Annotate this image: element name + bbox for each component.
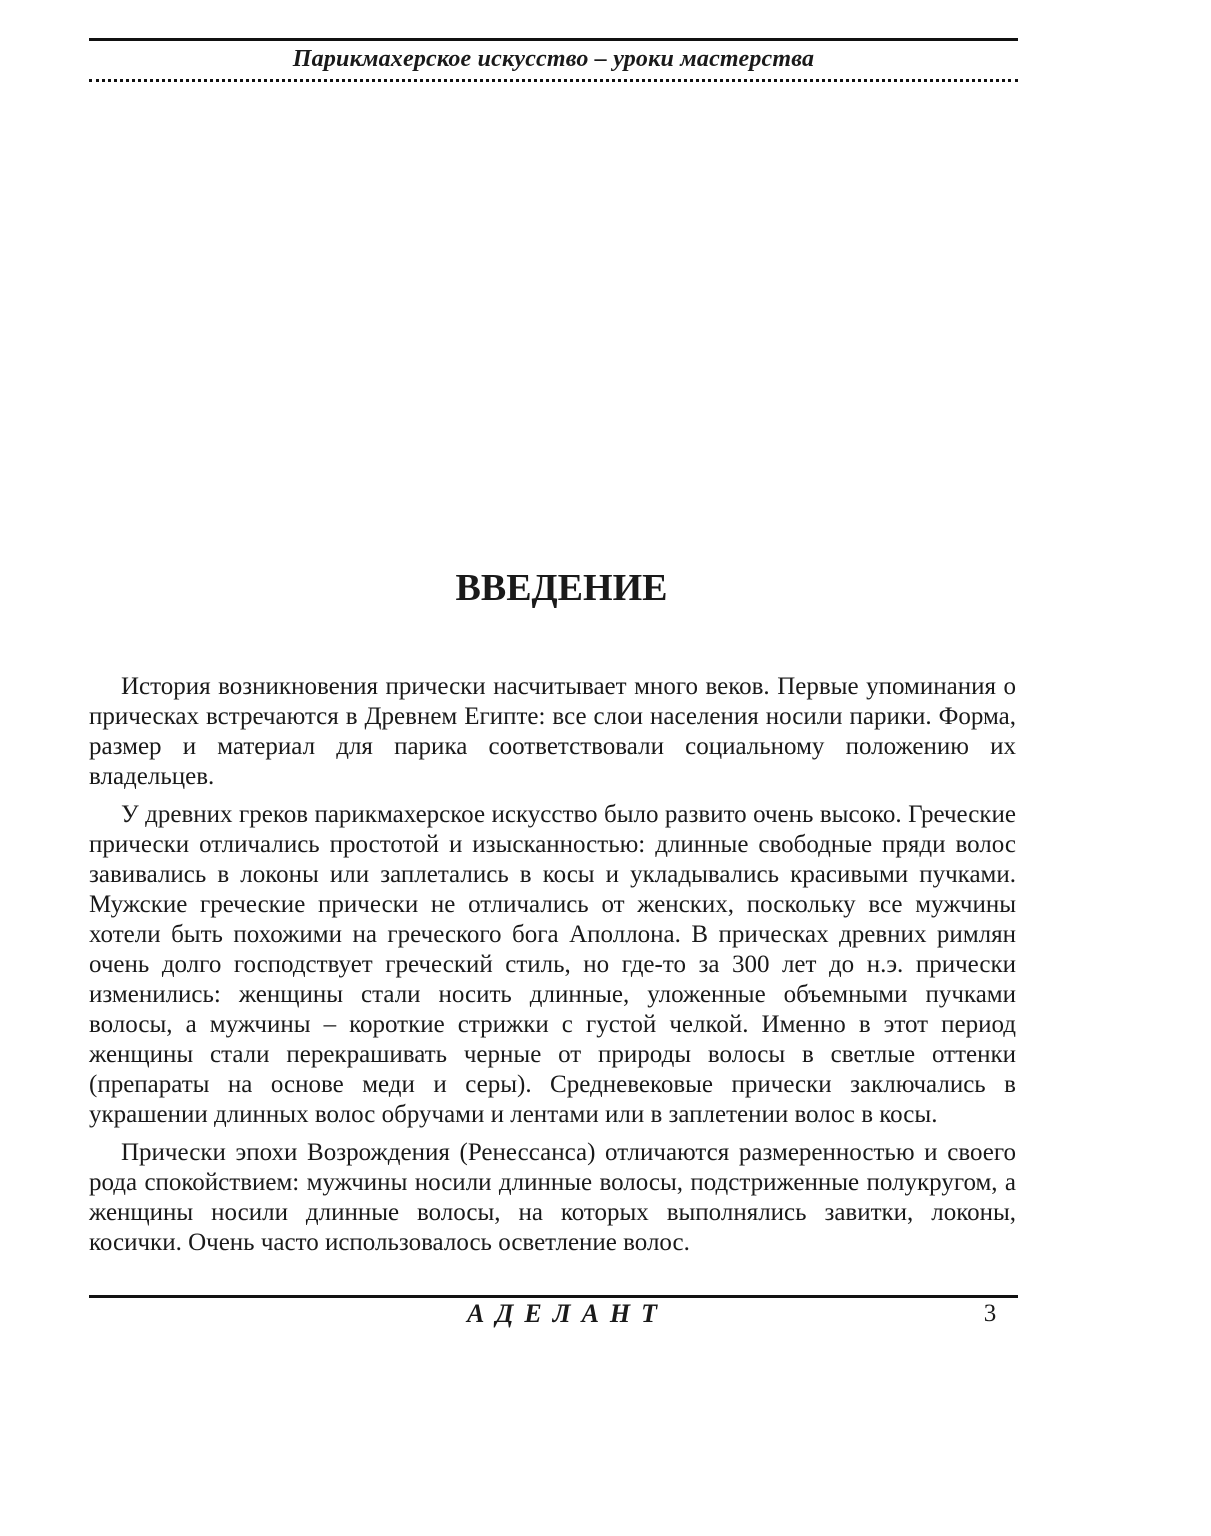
publisher-name: АДЕЛАНТ [466, 1299, 669, 1328]
chapter-title: ВВЕДЕНИЕ [455, 567, 668, 609]
header-dotted-rule [89, 79, 1018, 82]
page-number: 3 [983, 1300, 997, 1327]
body-text [89, 672, 1016, 1266]
header-rule [89, 38, 1018, 41]
paragraph: Прически эпохи Возрождения (Ренессанса) отличаются размеренностью и своего рода спокойствием: мужчины носили длинные волосы, подстриженные полукругом, а женщины носили длинные волосы, на которых выполнялись завитки, локоны, косички. Очень часто использовалось осветление волос. [89, 1139, 1016, 1256]
running-head: Парикмахерское искусство – уроки мастерства [292, 46, 815, 72]
paragraph: История возникновения прически насчитывает много веков. Первые упоминания о прическах встречаются в Древнем Египте: все слои населения носили парики. Форма, размер и материал для парика соответствовали социальному положению их владельцев. [89, 673, 1016, 790]
paragraph: У древних греков парикмахерское искусство было развито очень высоко. Греческие прически отличались простотой и изысканностью: длинные свободные пряди волос завивались в локоны или заплетались в косы и укладывались красивыми пучками. Мужские греческие прически не отличались от женских, поскольку все мужчины хотели быть похожими на греческого бога Аполлона. В прическах древних римлян очень долго господствует греческий стиль, но где-то за 300 лет до н.э. прически изменились: женщины стали носить длинные, уложенные объемными пучками волосы, а мужчины – короткие стрижки с густой челкой. Именно в этот период женщины стали перекрашивать черные от природы волосы в светлые оттенки (препараты на основе меди и серы). Средневековые прически заключались в украшении длинных волос обручами и лентами или в заплетении волос в косы. [89, 801, 1016, 1128]
